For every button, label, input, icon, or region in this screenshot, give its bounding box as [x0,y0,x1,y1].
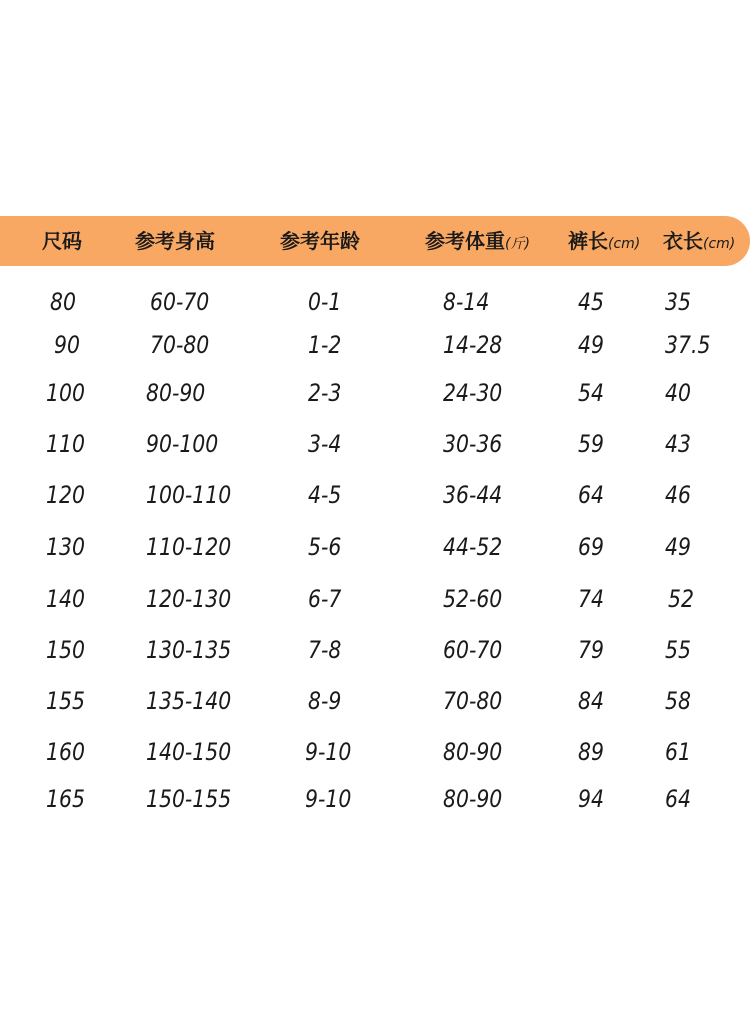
cell-pants-length: 49 [578,331,604,359]
cell-age: 8-9 [308,687,342,715]
cell-age: 1-2 [308,331,342,359]
cell-weight: 52-60 [443,585,503,613]
cell-pants-length: 84 [578,687,604,715]
cell-size: 110 [46,430,85,458]
cell-weight: 44-52 [443,533,503,561]
cell-pants-length: 64 [578,481,604,509]
cell-weight: 70-80 [443,687,503,715]
cell-top-length: 37.5 [665,331,711,359]
cell-size: 120 [46,481,85,509]
cell-weight: 14-28 [443,331,503,359]
cell-age: 3-4 [308,430,342,458]
cell-height: 60-70 [150,288,210,316]
cell-age: 9-10 [305,738,352,766]
cell-pants-length: 69 [578,533,604,561]
header-label: 裤长 [568,229,608,253]
header-unit: (cm) [703,236,736,252]
cell-size: 90 [54,331,80,359]
header-unit: (斤) [505,236,530,252]
cell-top-length: 61 [665,738,691,766]
cell-age: 2-3 [308,379,342,407]
cell-size: 150 [46,636,85,664]
cell-pants-length: 59 [578,430,604,458]
cell-pants-length: 89 [578,738,604,766]
cell-age: 5-6 [308,533,342,561]
header-size [42,229,82,253]
cell-height: 90-100 [146,430,219,458]
cell-weight: 60-70 [443,636,503,664]
header-unit: (cm) [608,236,641,252]
cell-height: 80-90 [146,379,206,407]
cell-age: 6-7 [308,585,342,613]
cell-size: 140 [46,585,85,613]
header-pants-length [568,229,640,256]
cell-height: 110-120 [146,533,232,561]
cell-pants-length: 94 [578,785,604,813]
header-age [280,229,360,253]
header-top-length [663,229,735,256]
header-label: 参考身高 [135,229,215,253]
cell-size: 155 [46,687,85,715]
cell-pants-length: 54 [578,379,604,407]
cell-top-length: 43 [665,430,691,458]
cell-weight: 80-90 [443,738,503,766]
cell-top-length: 55 [665,636,691,664]
cell-weight: 8-14 [443,288,490,316]
header-height [135,229,215,253]
cell-weight: 24-30 [443,379,503,407]
cell-height: 135-140 [146,687,232,715]
cell-top-length: 35 [665,288,691,316]
cell-pants-length: 45 [578,288,604,316]
cell-height: 100-110 [146,481,232,509]
cell-top-length: 58 [665,687,691,715]
cell-size: 80 [50,288,76,316]
cell-weight: 80-90 [443,785,503,813]
cell-height: 130-135 [146,636,232,664]
header-label: 尺码 [42,229,82,253]
cell-weight: 30-36 [443,430,503,458]
cell-pants-length: 74 [578,585,604,613]
header-label: 参考年龄 [280,229,360,253]
cell-top-length: 49 [665,533,691,561]
cell-height: 70-80 [150,331,210,359]
cell-height: 150-155 [146,785,232,813]
cell-age: 7-8 [308,636,342,664]
cell-top-length: 52 [668,585,694,613]
cell-size: 100 [46,379,85,407]
cell-height: 140-150 [146,738,232,766]
cell-top-length: 64 [665,785,691,813]
header-label: 参考体重 [425,229,505,253]
cell-age: 4-5 [308,481,342,509]
cell-size: 160 [46,738,85,766]
cell-top-length: 40 [665,379,691,407]
cell-top-length: 46 [665,481,691,509]
cell-pants-length: 79 [578,636,604,664]
cell-age: 0-1 [308,288,342,316]
cell-size: 165 [46,785,85,813]
cell-size: 130 [46,533,85,561]
cell-height: 120-130 [146,585,232,613]
header-label: 衣长 [663,229,703,253]
cell-age: 9-10 [305,785,352,813]
cell-weight: 36-44 [443,481,503,509]
header-weight [425,229,530,256]
